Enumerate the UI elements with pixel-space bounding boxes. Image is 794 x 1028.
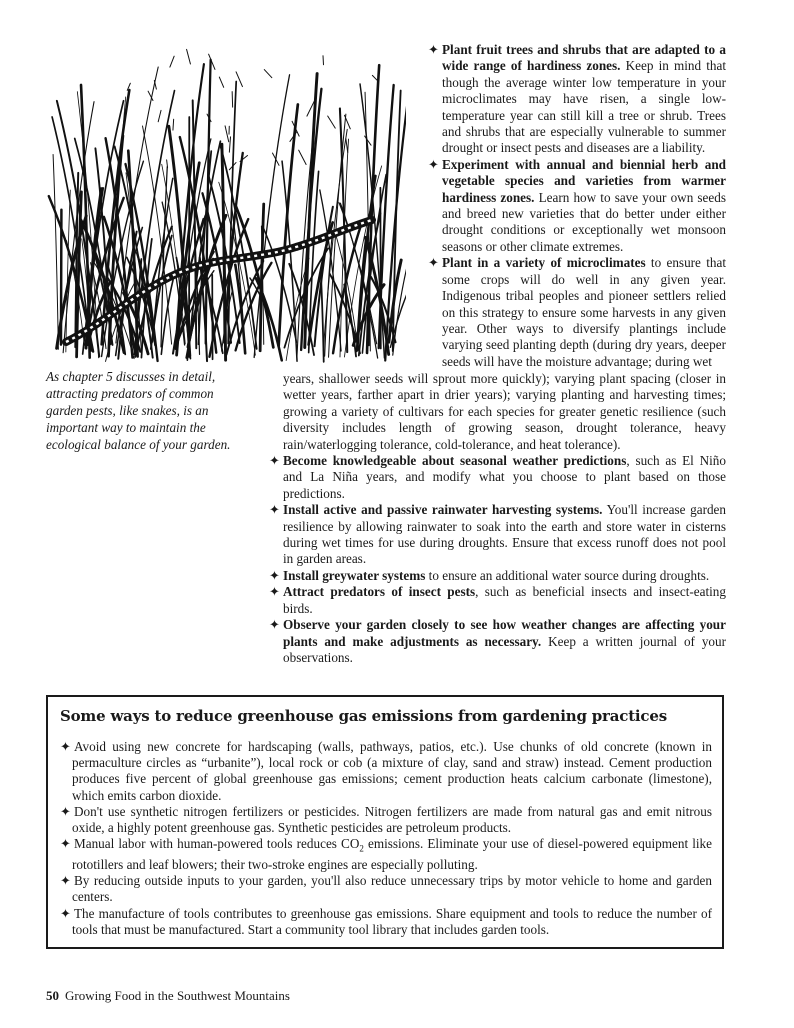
list-item: ✦ Install greywater systems to ensure an additional water source during droughts. [269, 567, 710, 583]
list-item: ✦ Plant fruit trees and shrubs that are adapted to a wide range of hardiness zones. Keep in mind that though the average winter low temperature in your microclimates may have risen, a single low-temperature year can still kill a tree or shrub. Trees and shrubs that are especially vulnerable to summer drought or insect pests and diseases are a liability. [428, 42, 727, 156]
snake-in-grass-illustration [46, 42, 406, 364]
page-number: 50 [46, 988, 59, 1003]
seed-head [158, 110, 161, 121]
seed-head [219, 77, 223, 87]
grass-blade [369, 243, 370, 346]
star-bullet-icon: ✦ [269, 617, 281, 633]
sidebar-title: Some ways to reduce greenhouse gas emissions from gardening practices [60, 707, 667, 725]
star-bullet-icon: ✦ [269, 453, 281, 469]
grass-blade [321, 275, 324, 361]
star-bullet-icon: ✦ [60, 905, 72, 921]
seed-head [225, 126, 229, 142]
star-bullet-icon: ✦ [428, 42, 440, 57]
emissions-sidebar-box [46, 695, 724, 949]
list-item: ✦ Attract predators of insect pests, such as beneficial insects and insect-eating birds. [269, 584, 726, 616]
list-item: ✦ Plant in a variety of microclimates to ensure that some crops will do well in any given year. Indigenous tribal peoples and pioneer settlers relied on this strategy to ensure some harvests in any given year. Other ways to diversify plantings include varying seed planting depth (during dry years, deeper seeds will have the moisture advantage; during wet [428, 255, 726, 369]
star-bullet-icon: ✦ [269, 584, 281, 600]
star-bullet-icon: ✦ [60, 873, 72, 889]
seed-head [170, 56, 174, 67]
seed-head [299, 150, 306, 164]
list-item: ✦ Observe your garden closely to see how weather changes are affecting your plants and make adjustments as necessary. Keep a written journal of your observations. [269, 617, 726, 665]
sidebar-item: ✦ Don't use synthetic nitrogen fertilizers or pesticides. Nitrogen fertilizers are made from natural gas and emit nitrous oxide, a highly potent greenhouse gas. Synthetic pesticides are petroleum products. [60, 803, 712, 836]
seed-head [173, 119, 174, 130]
star-bullet-icon: ✦ [428, 156, 440, 172]
seed-head [328, 116, 336, 128]
seed-head [346, 139, 348, 153]
star-bullet-icon: ✦ [60, 836, 72, 852]
list-item: ✦ Install active and passive rainwater harvesting systems. You'll increase garden resilience by allowing rainwater to soak into the earth and store water in cisterns during wet times for use during droughts. Ensure that excess runoff does not pool in garden areas. [269, 502, 726, 567]
sidebar-item: ✦ The manufacture of tools contributes to greenhouse gas emissions. Share equipment and tools to reduce the number of tools that must be manufactured. Start a community tool library that includes garden tools. [60, 905, 712, 937]
grass-blade [53, 154, 58, 349]
grass-blade [224, 153, 243, 343]
star-bullet-icon: ✦ [60, 803, 72, 819]
sidebar-item: ✦ By reducing outside inputs to your garden, you'll also reduce unnecessary trips by motor vehicle to home and garden centers. [60, 873, 712, 905]
page-footer [46, 988, 290, 1004]
book-title: Growing Food in the Southwest Mountains [65, 988, 290, 1003]
right-column-text [428, 42, 726, 370]
seed-head [264, 70, 272, 78]
seed-head [187, 49, 191, 64]
illustration-caption: As chapter 5 discusses in detail, attracting predators of common garden pests, like snakes, is an important way to maintain the ecological balance of your garden. [46, 369, 231, 452]
seed-head [229, 137, 230, 152]
seed-head [307, 101, 314, 116]
star-bullet-icon: ✦ [269, 567, 281, 583]
full-width-text [269, 371, 726, 666]
sidebar-list [60, 739, 712, 938]
sidebar-item: ✦ Avoid using new concrete for hardscaping (walls, pathways, patios, etc.). Use chunks of old concrete (known in permaculture circles as “urbanite”), local rock or cob (a mixture of clay, sand and straw) instead. Cement production produces five percent of global greenhouse gas emissions; cement production heats calcium carbonate (limestone), which emits carbon dioxide. [60, 739, 712, 803]
continued-paragraph: years, shallower seeds will sprout more quickly); varying plant spacing (closer in wetter years, farther apart in drier years); varying planting and harvesting times; growing a variety of cultivars for each species for greater genetic resilience (such diversity includes length of growing season, drought tolerance, heavy rain/waterlogging tolerance, cold-tolerance, and heat tolerance). [283, 371, 726, 452]
seed-head [236, 72, 242, 87]
star-bullet-icon: ✦ [428, 255, 440, 271]
list-item: ✦ Experiment with annual and biennial herb and vegetable species and varieties from warmer hardiness zones. Learn how to save your own seeds and breed new varieties that do better under either drought conditions or exceptionally wet monsoon seasons or other climate extremes. [428, 156, 726, 254]
star-bullet-icon: ✦ [60, 739, 72, 754]
list-item: ✦ Become knowledgeable about seasonal weather predictions, such as El Niño and La Niña years, and modify what you choose to plant based on those predictions. [269, 453, 726, 501]
star-bullet-icon: ✦ [269, 502, 281, 518]
sidebar-item: ✦ Manual labor with human-powered tools reduces $CO_2$ emissions. Eliminate your use of diesel-powered equipment like rototillers and leaf blowers; their two-stroke engines are especially polluting. [60, 836, 712, 873]
